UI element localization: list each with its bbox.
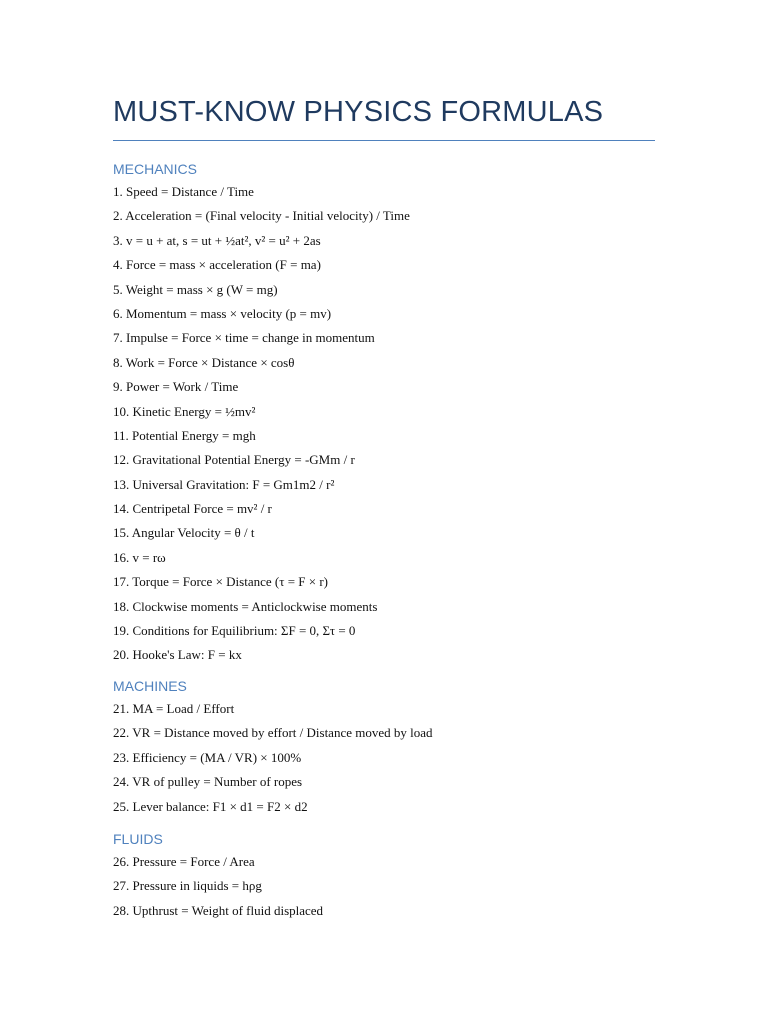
list-item: 19. Conditions for Equilibrium: ΣF = 0, Στ = 0 — [113, 623, 356, 639]
list-item: 2. Acceleration = (Final velocity - Initial velocity) / Time — [113, 208, 410, 224]
list-item: 14. Centripetal Force = mv² / r — [113, 501, 272, 517]
list-item: 17. Torque = Force × Distance (τ = F × r) — [113, 574, 328, 590]
title-underline — [113, 140, 655, 141]
list-item: 20. Hooke's Law: F = kx — [113, 647, 242, 663]
list-item: 24. VR of pulley = Number of ropes — [113, 774, 303, 790]
list-item: 3. v = u + at, s = ut + ½at², v² = u² + 2as — [113, 232, 321, 248]
section-heading-machines: MACHINES — [113, 678, 187, 694]
list-item: 27. Pressure in liquids = hρg — [113, 878, 262, 894]
list-item: 18. Clockwise moments = Anticlockwise moments — [113, 598, 378, 614]
mechanics-formula-list — [113, 180, 410, 668]
fluids-formula-list — [113, 850, 323, 923]
list-item: 6. Momentum = mass × velocity (p = mv) — [113, 305, 332, 321]
list-item: 25. Lever balance: F1 × d1 = F2 × d2 — [113, 798, 308, 814]
section-heading-fluids: FLUIDS — [113, 831, 163, 847]
list-item: 8. Work = Force × Distance × cosθ — [113, 354, 295, 370]
list-item: 4. Force = mass × acceleration (F = ma) — [113, 257, 321, 273]
list-item: 10. Kinetic Energy = ½mv² — [113, 403, 256, 419]
list-item: 21. MA = Load / Effort — [113, 701, 235, 716]
list-item: 15. Angular Velocity = θ / t — [113, 525, 255, 541]
list-item: 9. Power = Work / Time — [113, 379, 239, 395]
list-item: 12. Gravitational Potential Energy = -GMm / r — [113, 452, 355, 468]
machines-formula-list — [113, 697, 433, 819]
list-item: 23. Efficiency = (MA / VR) × 100% — [113, 749, 302, 765]
list-item: 26. Pressure = Force / Area — [113, 854, 255, 869]
list-item: 22. VR = Distance moved by effort / Distance moved by load — [113, 725, 433, 741]
list-item: 5. Weight = mass × g (W = mg) — [113, 281, 278, 297]
section-heading-mechanics: MECHANICS — [113, 161, 198, 177]
list-item: 28. Upthrust = Weight of fluid displaced — [113, 902, 324, 918]
list-item: 7. Impulse = Force × time = change in momentum — [113, 330, 375, 346]
list-item: 11. Potential Energy = mgh — [113, 427, 256, 443]
list-item: 16. v = rω — [113, 549, 166, 565]
list-item: 1. Speed = Distance / Time — [113, 184, 254, 199]
list-item: 13. Universal Gravitation: F = Gm1m2 / r² — [113, 476, 335, 492]
page-title: MUST-KNOW PHYSICS FORMULAS — [113, 96, 604, 128]
